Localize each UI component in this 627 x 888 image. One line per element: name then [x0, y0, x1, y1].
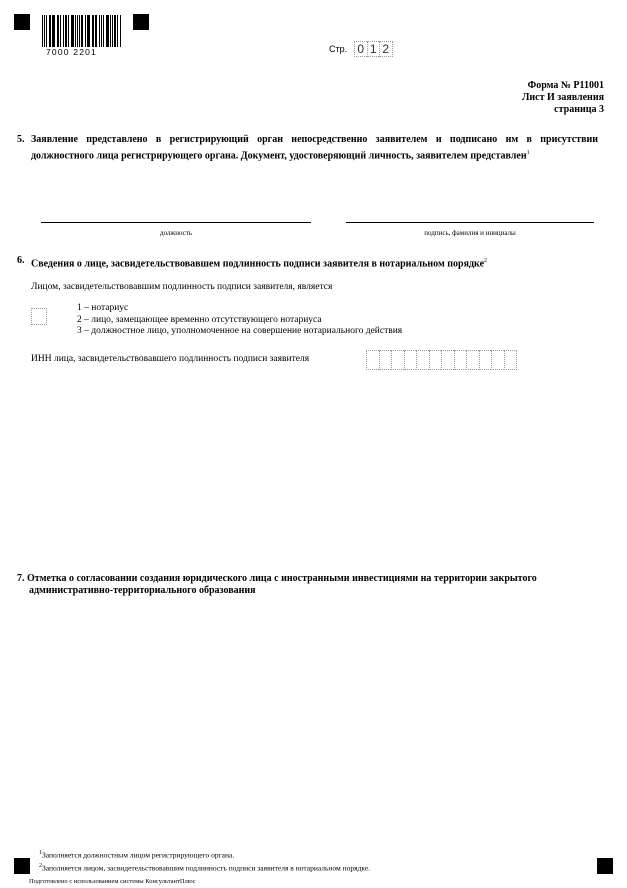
- section7-text-line2: административно-территориального образования: [29, 585, 256, 596]
- option-official: 3 – должностное лицо, уполномоченное на совершение нотариального действия: [77, 326, 403, 336]
- barcode-bar: [72, 15, 73, 47]
- corner-marker-top-left: [14, 14, 30, 30]
- barcode-bar: [79, 15, 80, 47]
- section5-text-line2-wrap: [31, 147, 598, 162]
- section6-footnote-ref: 2: [484, 258, 488, 264]
- inn-cell[interactable]: [479, 350, 492, 370]
- barcode-bar: [92, 15, 93, 47]
- barcode-bar: [68, 15, 69, 47]
- section6-title: Сведения о лице, засвидетельствовавшем подлинность подписи заявителя в нотариальном порядке: [31, 258, 485, 270]
- signature-caption: подпись, фамилия и инициалы: [424, 229, 516, 237]
- page-label: Стр.: [329, 44, 348, 54]
- barcode-bar: [107, 15, 108, 47]
- footnote-1: [39, 850, 234, 860]
- section7-text-line1: Отметка о согласовании создания юридического лица с иностранными инвестициями на территории закрытого: [27, 573, 537, 584]
- barcode-bar: [120, 15, 121, 47]
- barcode-bar: [93, 15, 94, 47]
- notary-options: [77, 303, 402, 338]
- section5-number: 5.: [17, 134, 25, 145]
- barcode-bar: [106, 15, 107, 47]
- inn-cell[interactable]: [379, 350, 392, 370]
- section5-footnote-ref: 1: [526, 150, 530, 156]
- barcode-bar: [88, 15, 89, 47]
- inn-cell[interactable]: [366, 350, 379, 370]
- section6-title-wrap: [31, 255, 487, 270]
- barcode-bar: [58, 15, 59, 47]
- barcode-bar: [71, 15, 72, 47]
- barcode-bar: [99, 15, 100, 47]
- inn-cell[interactable]: [416, 350, 429, 370]
- inn-cell[interactable]: [466, 350, 479, 370]
- barcode-bar: [81, 15, 83, 47]
- barcode-bar: [114, 15, 116, 47]
- inn-label: ИНН лица, засвидетельствовавшего подлинность подписи заявителя: [31, 354, 310, 364]
- inn-cell[interactable]: [491, 350, 504, 370]
- page-number-cells: [354, 41, 393, 57]
- barcode-number: 7000 2201: [46, 47, 97, 57]
- inn-cell[interactable]: [404, 350, 417, 370]
- barcode-bar: [112, 15, 113, 47]
- inn-cell[interactable]: [504, 350, 518, 370]
- footnote-2: [39, 863, 370, 873]
- inn-cell[interactable]: [441, 350, 454, 370]
- barcode-bar: [44, 15, 45, 47]
- footnote-1-text: Заполняется должностным лицом регистрирующего органа.: [42, 850, 235, 860]
- option-notary: 1 – нотариус: [77, 303, 129, 313]
- footnote-1-ref: 1: [39, 850, 42, 856]
- corner-marker-top-right: [133, 14, 149, 30]
- option-substitute: 2 – лицо, замещающее временно отсутствующего нотариуса: [77, 314, 322, 325]
- section6-intro: Лицом, засвидетельствовавшим подлинность подписи заявителя, является: [31, 282, 333, 292]
- section5-text-line1: Заявление представлено в регистрирующий орган непосредственно заявителем и подписано им в присутствии: [31, 134, 598, 145]
- barcode-bar: [60, 15, 61, 47]
- page-digit: 1: [367, 41, 380, 57]
- barcode-bar: [57, 15, 58, 47]
- barcode-bar: [101, 15, 102, 47]
- sheet-title: Лист И заявления: [521, 92, 604, 103]
- barcode-bar: [95, 15, 97, 47]
- barcode-bar: [42, 15, 43, 47]
- barcode-bar: [46, 15, 47, 47]
- barcode-bar: [53, 15, 54, 47]
- section5-text-line2: должностного лица регистрирующего органа. Документ, удостоверяющий личность, заявителем представлен: [31, 150, 527, 162]
- corner-marker-bottom-right: [597, 858, 613, 874]
- form-header: [522, 80, 604, 116]
- footnote-2-text: Заполняется лицом, засвидетельствовавшим подлинность подписи заявителя в нотариальном порядке.: [42, 863, 371, 873]
- inn-cell[interactable]: [454, 350, 467, 370]
- position-caption: должность: [159, 229, 193, 237]
- form-title: Форма № Р11001: [527, 80, 604, 91]
- barcode-bar: [103, 15, 104, 47]
- barcode-bar: [65, 15, 67, 47]
- inn-cell[interactable]: [391, 350, 404, 370]
- section7-title: [17, 573, 537, 585]
- barcode: [42, 15, 122, 47]
- barcode-bar: [77, 15, 78, 47]
- signature-line: [346, 222, 594, 223]
- barcode-bar: [52, 15, 53, 47]
- barcode-bar: [110, 15, 111, 47]
- barcode-bar: [49, 15, 51, 47]
- inn-cell[interactable]: [429, 350, 442, 370]
- page-digit: 0: [354, 41, 367, 57]
- section6-number: 6.: [17, 255, 25, 266]
- sheet-page: страница 3: [554, 104, 604, 115]
- notary-type-input[interactable]: [31, 308, 47, 325]
- barcode-bar: [63, 15, 64, 47]
- barcode-bar: [87, 15, 88, 47]
- footnote-2-ref: 2: [39, 863, 42, 869]
- section7-number: 7.: [17, 573, 25, 584]
- barcode-bar: [117, 15, 118, 47]
- barcode-bar: [75, 15, 76, 47]
- barcode-bar: [85, 15, 86, 47]
- page-digit: 2: [379, 41, 393, 57]
- notary-type-cell[interactable]: [31, 308, 47, 325]
- position-line: [41, 222, 311, 223]
- footer-note: Подготовлено с использованием системы КонсультантПлюс: [29, 878, 196, 885]
- corner-marker-bottom-left: [14, 858, 30, 874]
- inn-input[interactable]: [366, 350, 517, 370]
